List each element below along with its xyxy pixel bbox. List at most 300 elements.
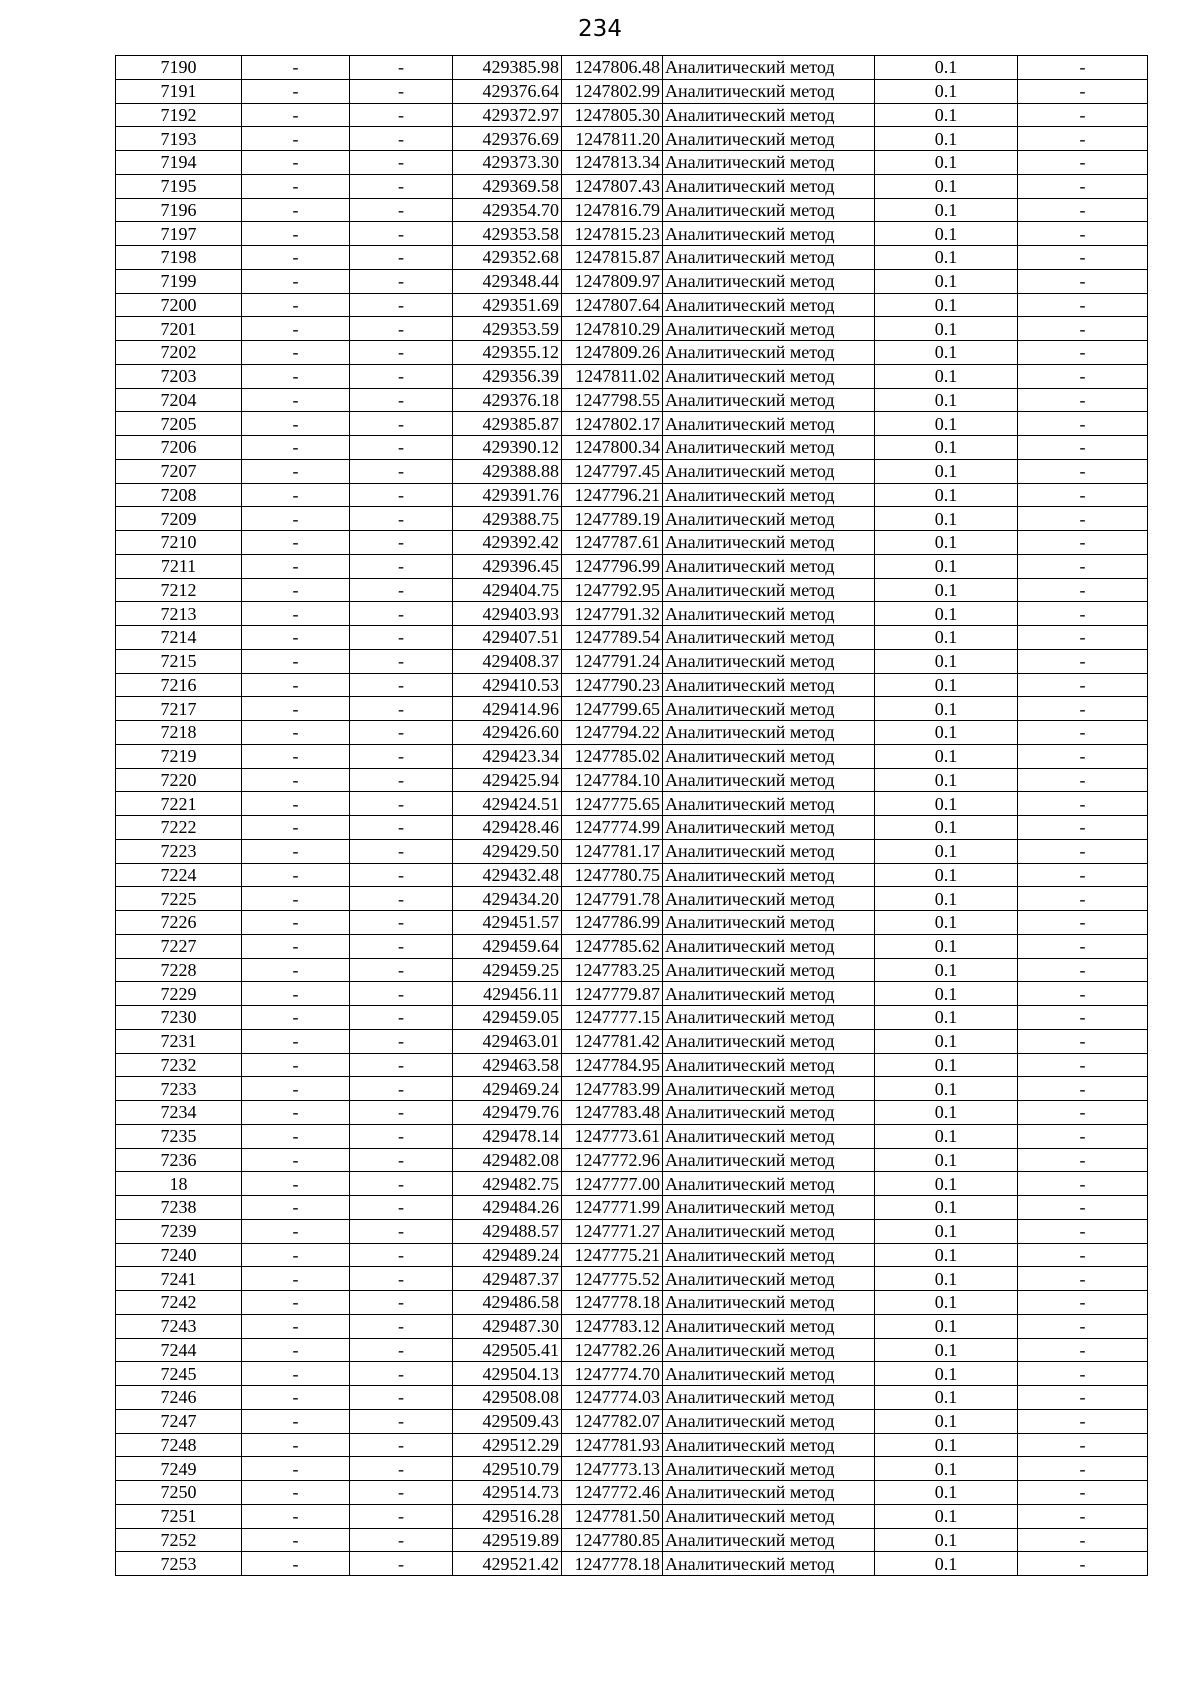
- y-coordinate-cell: 1247807.64: [562, 293, 663, 317]
- x-coordinate-cell: 429429.50: [453, 839, 562, 863]
- y-coordinate-cell: 1247781.42: [562, 1029, 663, 1053]
- empty-cell-1: -: [242, 792, 350, 816]
- point-number-cell: 7226: [116, 911, 242, 935]
- method-cell: Аналитический метод: [663, 103, 875, 127]
- accuracy-cell: 0.1: [875, 388, 1018, 412]
- point-number-cell: 7212: [116, 578, 242, 602]
- y-coordinate-cell: 1247785.62: [562, 934, 663, 958]
- y-coordinate-cell: 1247775.65: [562, 792, 663, 816]
- y-coordinate-cell: 1247774.70: [562, 1362, 663, 1386]
- point-number-cell: 7206: [116, 436, 242, 460]
- accuracy-cell: 0.1: [875, 1029, 1018, 1053]
- empty-cell-1: -: [242, 174, 350, 198]
- method-cell: Аналитический метод: [663, 1433, 875, 1457]
- table-row: [116, 174, 1148, 198]
- empty-cell-1: -: [242, 1433, 350, 1457]
- x-coordinate-cell: 429512.29: [453, 1433, 562, 1457]
- x-coordinate-cell: 429424.51: [453, 792, 562, 816]
- table-row: [116, 269, 1148, 293]
- accuracy-cell: 0.1: [875, 1338, 1018, 1362]
- x-coordinate-cell: 429456.11: [453, 982, 562, 1006]
- empty-cell-3: -: [1018, 1124, 1148, 1148]
- accuracy-cell: 0.1: [875, 1172, 1018, 1196]
- table-row: [116, 317, 1148, 341]
- x-coordinate-cell: 429426.60: [453, 721, 562, 745]
- empty-cell-2: -: [350, 412, 453, 436]
- empty-cell-2: -: [350, 1148, 453, 1172]
- accuracy-cell: 0.1: [875, 483, 1018, 507]
- y-coordinate-cell: 1247783.99: [562, 1077, 663, 1101]
- empty-cell-1: -: [242, 1338, 350, 1362]
- method-cell: Аналитический метод: [663, 1196, 875, 1220]
- point-number-cell: 7231: [116, 1029, 242, 1053]
- empty-cell-2: -: [350, 982, 453, 1006]
- y-coordinate-cell: 1247783.25: [562, 958, 663, 982]
- y-coordinate-cell: 1247800.34: [562, 436, 663, 460]
- method-cell: Аналитический метод: [663, 958, 875, 982]
- method-cell: Аналитический метод: [663, 388, 875, 412]
- empty-cell-1: -: [242, 768, 350, 792]
- accuracy-cell: 0.1: [875, 744, 1018, 768]
- empty-cell-1: -: [242, 1314, 350, 1338]
- x-coordinate-cell: 429519.89: [453, 1528, 562, 1552]
- empty-cell-2: -: [350, 79, 453, 103]
- empty-cell-1: -: [242, 1291, 350, 1315]
- empty-cell-2: -: [350, 1362, 453, 1386]
- y-coordinate-cell: 1247791.32: [562, 602, 663, 626]
- table-row: [116, 364, 1148, 388]
- x-coordinate-cell: 429396.45: [453, 554, 562, 578]
- accuracy-cell: 0.1: [875, 792, 1018, 816]
- empty-cell-3: -: [1018, 174, 1148, 198]
- method-cell: Аналитический метод: [663, 317, 875, 341]
- method-cell: Аналитический метод: [663, 198, 875, 222]
- x-coordinate-cell: 429434.20: [453, 887, 562, 911]
- accuracy-cell: 0.1: [875, 578, 1018, 602]
- empty-cell-1: -: [242, 222, 350, 246]
- empty-cell-3: -: [1018, 744, 1148, 768]
- empty-cell-2: -: [350, 436, 453, 460]
- point-number-cell: 7229: [116, 982, 242, 1006]
- empty-cell-3: -: [1018, 317, 1148, 341]
- y-coordinate-cell: 1247780.75: [562, 863, 663, 887]
- method-cell: Аналитический метод: [663, 768, 875, 792]
- point-number-cell: 7200: [116, 293, 242, 317]
- empty-cell-3: -: [1018, 341, 1148, 365]
- y-coordinate-cell: 1247815.23: [562, 222, 663, 246]
- accuracy-cell: 0.1: [875, 697, 1018, 721]
- point-number-cell: 7242: [116, 1291, 242, 1315]
- method-cell: Аналитический метод: [663, 269, 875, 293]
- empty-cell-2: -: [350, 1314, 453, 1338]
- accuracy-cell: 0.1: [875, 839, 1018, 863]
- point-number-cell: 7228: [116, 958, 242, 982]
- empty-cell-1: -: [242, 459, 350, 483]
- point-number-cell: 7218: [116, 721, 242, 745]
- table-row: [116, 412, 1148, 436]
- empty-cell-1: -: [242, 1077, 350, 1101]
- point-number-cell: 7241: [116, 1267, 242, 1291]
- y-coordinate-cell: 1247782.07: [562, 1409, 663, 1433]
- empty-cell-1: -: [242, 269, 350, 293]
- empty-cell-1: -: [242, 364, 350, 388]
- method-cell: Аналитический метод: [663, 436, 875, 460]
- method-cell: Аналитический метод: [663, 79, 875, 103]
- accuracy-cell: 0.1: [875, 934, 1018, 958]
- empty-cell-3: -: [1018, 1362, 1148, 1386]
- accuracy-cell: 0.1: [875, 1433, 1018, 1457]
- accuracy-cell: 0.1: [875, 1267, 1018, 1291]
- x-coordinate-cell: 429504.13: [453, 1362, 562, 1386]
- empty-cell-3: -: [1018, 127, 1148, 151]
- empty-cell-1: -: [242, 1243, 350, 1267]
- page-number: 234: [578, 16, 622, 42]
- point-number-cell: 7232: [116, 1053, 242, 1077]
- empty-cell-2: -: [350, 649, 453, 673]
- method-cell: Аналитический метод: [663, 792, 875, 816]
- x-coordinate-cell: 429484.26: [453, 1196, 562, 1220]
- accuracy-cell: 0.1: [875, 863, 1018, 887]
- x-coordinate-cell: 429376.64: [453, 79, 562, 103]
- method-cell: Аналитический метод: [663, 412, 875, 436]
- accuracy-cell: 0.1: [875, 1528, 1018, 1552]
- method-cell: Аналитический метод: [663, 911, 875, 935]
- y-coordinate-cell: 1247787.61: [562, 531, 663, 555]
- x-coordinate-cell: 429385.98: [453, 56, 562, 80]
- y-coordinate-cell: 1247771.27: [562, 1219, 663, 1243]
- empty-cell-3: -: [1018, 1148, 1148, 1172]
- empty-cell-3: -: [1018, 1552, 1148, 1576]
- empty-cell-3: -: [1018, 1433, 1148, 1457]
- x-coordinate-cell: 429376.69: [453, 127, 562, 151]
- method-cell: Аналитический метод: [663, 1077, 875, 1101]
- point-number-cell: 7201: [116, 317, 242, 341]
- empty-cell-3: -: [1018, 483, 1148, 507]
- empty-cell-2: -: [350, 792, 453, 816]
- x-coordinate-cell: 429482.08: [453, 1148, 562, 1172]
- method-cell: Аналитический метод: [663, 483, 875, 507]
- empty-cell-1: -: [242, 839, 350, 863]
- table-row: [116, 1457, 1148, 1481]
- empty-cell-3: -: [1018, 1267, 1148, 1291]
- method-cell: Аналитический метод: [663, 1409, 875, 1433]
- x-coordinate-cell: 429463.01: [453, 1029, 562, 1053]
- empty-cell-2: -: [350, 531, 453, 555]
- empty-cell-2: -: [350, 1053, 453, 1077]
- accuracy-cell: 0.1: [875, 269, 1018, 293]
- table-row: [116, 1172, 1148, 1196]
- y-coordinate-cell: 1247807.43: [562, 174, 663, 198]
- y-coordinate-cell: 1247777.15: [562, 1006, 663, 1030]
- x-coordinate-cell: 429428.46: [453, 816, 562, 840]
- point-number-cell: 7192: [116, 103, 242, 127]
- empty-cell-3: -: [1018, 1338, 1148, 1362]
- y-coordinate-cell: 1247789.19: [562, 507, 663, 531]
- table-row: [116, 721, 1148, 745]
- x-coordinate-cell: 429352.68: [453, 246, 562, 270]
- accuracy-cell: 0.1: [875, 673, 1018, 697]
- x-coordinate-cell: 429521.42: [453, 1552, 562, 1576]
- table-row: [116, 1386, 1148, 1410]
- x-coordinate-cell: 429423.34: [453, 744, 562, 768]
- method-cell: Аналитический метод: [663, 673, 875, 697]
- y-coordinate-cell: 1247809.26: [562, 341, 663, 365]
- empty-cell-1: -: [242, 721, 350, 745]
- empty-cell-2: -: [350, 602, 453, 626]
- y-coordinate-cell: 1247781.50: [562, 1504, 663, 1528]
- empty-cell-1: -: [242, 531, 350, 555]
- empty-cell-1: -: [242, 1172, 350, 1196]
- empty-cell-3: -: [1018, 911, 1148, 935]
- method-cell: Аналитический метод: [663, 1101, 875, 1125]
- empty-cell-1: -: [242, 697, 350, 721]
- empty-cell-2: -: [350, 1457, 453, 1481]
- x-coordinate-cell: 429469.24: [453, 1077, 562, 1101]
- table-row: [116, 222, 1148, 246]
- point-number-cell: 7236: [116, 1148, 242, 1172]
- empty-cell-1: -: [242, 887, 350, 911]
- empty-cell-3: -: [1018, 792, 1148, 816]
- method-cell: Аналитический метод: [663, 554, 875, 578]
- point-number-cell: 7191: [116, 79, 242, 103]
- empty-cell-1: -: [242, 341, 350, 365]
- method-cell: Аналитический метод: [663, 721, 875, 745]
- method-cell: Аналитический метод: [663, 982, 875, 1006]
- point-number-cell: 7251: [116, 1504, 242, 1528]
- x-coordinate-cell: 429508.08: [453, 1386, 562, 1410]
- empty-cell-3: -: [1018, 1101, 1148, 1125]
- method-cell: Аналитический метод: [663, 1314, 875, 1338]
- empty-cell-1: -: [242, 958, 350, 982]
- x-coordinate-cell: 429353.59: [453, 317, 562, 341]
- empty-cell-2: -: [350, 816, 453, 840]
- y-coordinate-cell: 1247783.48: [562, 1101, 663, 1125]
- method-cell: Аналитический метод: [663, 1148, 875, 1172]
- table-row: [116, 531, 1148, 555]
- empty-cell-3: -: [1018, 198, 1148, 222]
- accuracy-cell: 0.1: [875, 79, 1018, 103]
- empty-cell-3: -: [1018, 578, 1148, 602]
- empty-cell-1: -: [242, 1362, 350, 1386]
- y-coordinate-cell: 1247772.46: [562, 1481, 663, 1505]
- point-number-cell: 7208: [116, 483, 242, 507]
- empty-cell-3: -: [1018, 887, 1148, 911]
- empty-cell-1: -: [242, 56, 350, 80]
- method-cell: Аналитический метод: [663, 649, 875, 673]
- y-coordinate-cell: 1247791.24: [562, 649, 663, 673]
- accuracy-cell: 0.1: [875, 1504, 1018, 1528]
- point-number-cell: 7227: [116, 934, 242, 958]
- x-coordinate-cell: 429451.57: [453, 911, 562, 935]
- empty-cell-2: -: [350, 127, 453, 151]
- empty-cell-1: -: [242, 602, 350, 626]
- table-row: [116, 246, 1148, 270]
- empty-cell-3: -: [1018, 1314, 1148, 1338]
- empty-cell-1: -: [242, 1196, 350, 1220]
- empty-cell-2: -: [350, 151, 453, 175]
- y-coordinate-cell: 1247794.22: [562, 721, 663, 745]
- x-coordinate-cell: 429487.37: [453, 1267, 562, 1291]
- table-row: [116, 1552, 1148, 1576]
- empty-cell-1: -: [242, 103, 350, 127]
- table-row: [116, 293, 1148, 317]
- point-number-cell: 7195: [116, 174, 242, 198]
- y-coordinate-cell: 1247778.18: [562, 1291, 663, 1315]
- method-cell: Аналитический метод: [663, 1457, 875, 1481]
- y-coordinate-cell: 1247772.96: [562, 1148, 663, 1172]
- empty-cell-3: -: [1018, 958, 1148, 982]
- point-number-cell: 7249: [116, 1457, 242, 1481]
- empty-cell-3: -: [1018, 1172, 1148, 1196]
- table-row: [116, 1338, 1148, 1362]
- table-row: [116, 1219, 1148, 1243]
- accuracy-cell: 0.1: [875, 721, 1018, 745]
- y-coordinate-cell: 1247775.21: [562, 1243, 663, 1267]
- empty-cell-2: -: [350, 1409, 453, 1433]
- method-cell: Аналитический метод: [663, 602, 875, 626]
- method-cell: Аналитический метод: [663, 174, 875, 198]
- y-coordinate-cell: 1247773.61: [562, 1124, 663, 1148]
- empty-cell-1: -: [242, 1457, 350, 1481]
- accuracy-cell: 0.1: [875, 412, 1018, 436]
- accuracy-cell: 0.1: [875, 887, 1018, 911]
- x-coordinate-cell: 429459.05: [453, 1006, 562, 1030]
- x-coordinate-cell: 429369.58: [453, 174, 562, 198]
- empty-cell-3: -: [1018, 1528, 1148, 1552]
- empty-cell-2: -: [350, 1291, 453, 1315]
- method-cell: Аналитический метод: [663, 1029, 875, 1053]
- x-coordinate-cell: 429373.30: [453, 151, 562, 175]
- accuracy-cell: 0.1: [875, 317, 1018, 341]
- method-cell: Аналитический метод: [663, 1267, 875, 1291]
- empty-cell-1: -: [242, 673, 350, 697]
- x-coordinate-cell: 429388.75: [453, 507, 562, 531]
- empty-cell-3: -: [1018, 364, 1148, 388]
- accuracy-cell: 0.1: [875, 531, 1018, 555]
- empty-cell-3: -: [1018, 863, 1148, 887]
- empty-cell-1: -: [242, 934, 350, 958]
- x-coordinate-cell: 429385.87: [453, 412, 562, 436]
- method-cell: Аналитический метод: [663, 246, 875, 270]
- x-coordinate-cell: 429392.42: [453, 531, 562, 555]
- empty-cell-3: -: [1018, 151, 1148, 175]
- empty-cell-2: -: [350, 269, 453, 293]
- point-number-cell: 7211: [116, 554, 242, 578]
- table-row: [116, 127, 1148, 151]
- empty-cell-3: -: [1018, 293, 1148, 317]
- table-row: [116, 839, 1148, 863]
- empty-cell-3: -: [1018, 459, 1148, 483]
- x-coordinate-cell: 429463.58: [453, 1053, 562, 1077]
- empty-cell-2: -: [350, 1481, 453, 1505]
- method-cell: Аналитический метод: [663, 1006, 875, 1030]
- method-cell: Аналитический метод: [663, 364, 875, 388]
- accuracy-cell: 0.1: [875, 1243, 1018, 1267]
- empty-cell-1: -: [242, 436, 350, 460]
- empty-cell-3: -: [1018, 839, 1148, 863]
- empty-cell-3: -: [1018, 1243, 1148, 1267]
- empty-cell-3: -: [1018, 934, 1148, 958]
- empty-cell-1: -: [242, 1053, 350, 1077]
- empty-cell-2: -: [350, 1243, 453, 1267]
- x-coordinate-cell: 429388.88: [453, 459, 562, 483]
- x-coordinate-cell: 429509.43: [453, 1409, 562, 1433]
- method-cell: Аналитический метод: [663, 887, 875, 911]
- table-row: [116, 1362, 1148, 1386]
- empty-cell-3: -: [1018, 1053, 1148, 1077]
- empty-cell-3: -: [1018, 697, 1148, 721]
- y-coordinate-cell: 1247802.99: [562, 79, 663, 103]
- method-cell: Аналитический метод: [663, 934, 875, 958]
- y-coordinate-cell: 1247797.45: [562, 459, 663, 483]
- empty-cell-2: -: [350, 934, 453, 958]
- empty-cell-3: -: [1018, 602, 1148, 626]
- x-coordinate-cell: 429351.69: [453, 293, 562, 317]
- empty-cell-1: -: [242, 151, 350, 175]
- method-cell: Аналитический метод: [663, 697, 875, 721]
- empty-cell-1: -: [242, 1386, 350, 1410]
- accuracy-cell: 0.1: [875, 436, 1018, 460]
- empty-cell-2: -: [350, 341, 453, 365]
- accuracy-cell: 0.1: [875, 982, 1018, 1006]
- method-cell: Аналитический метод: [663, 1291, 875, 1315]
- y-coordinate-cell: 1247816.79: [562, 198, 663, 222]
- point-number-cell: 7217: [116, 697, 242, 721]
- accuracy-cell: 0.1: [875, 56, 1018, 80]
- point-number-cell: 7215: [116, 649, 242, 673]
- empty-cell-3: -: [1018, 79, 1148, 103]
- table-row: [116, 1243, 1148, 1267]
- table-row: [116, 554, 1148, 578]
- y-coordinate-cell: 1247784.95: [562, 1053, 663, 1077]
- empty-cell-2: -: [350, 768, 453, 792]
- method-cell: Аналитический метод: [663, 1053, 875, 1077]
- accuracy-cell: 0.1: [875, 1077, 1018, 1101]
- empty-cell-1: -: [242, 911, 350, 935]
- method-cell: Аналитический метод: [663, 1362, 875, 1386]
- point-number-cell: 7203: [116, 364, 242, 388]
- accuracy-cell: 0.1: [875, 293, 1018, 317]
- x-coordinate-cell: 429459.64: [453, 934, 562, 958]
- x-coordinate-cell: 429391.76: [453, 483, 562, 507]
- empty-cell-2: -: [350, 1504, 453, 1528]
- y-coordinate-cell: 1247785.02: [562, 744, 663, 768]
- method-cell: Аналитический метод: [663, 839, 875, 863]
- coordinates-table: [115, 55, 1148, 1576]
- y-coordinate-cell: 1247792.95: [562, 578, 663, 602]
- empty-cell-3: -: [1018, 1386, 1148, 1410]
- empty-cell-2: -: [350, 293, 453, 317]
- empty-cell-1: -: [242, 649, 350, 673]
- empty-cell-2: -: [350, 317, 453, 341]
- point-number-cell: 7221: [116, 792, 242, 816]
- y-coordinate-cell: 1247799.65: [562, 697, 663, 721]
- table-row: [116, 958, 1148, 982]
- accuracy-cell: 0.1: [875, 1291, 1018, 1315]
- y-coordinate-cell: 1247775.52: [562, 1267, 663, 1291]
- table-row: [116, 507, 1148, 531]
- point-number-cell: 7209: [116, 507, 242, 531]
- x-coordinate-cell: 429432.48: [453, 863, 562, 887]
- method-cell: Аналитический метод: [663, 578, 875, 602]
- empty-cell-2: -: [350, 1124, 453, 1148]
- empty-cell-1: -: [242, 1148, 350, 1172]
- empty-cell-3: -: [1018, 269, 1148, 293]
- point-number-cell: 7204: [116, 388, 242, 412]
- accuracy-cell: 0.1: [875, 198, 1018, 222]
- accuracy-cell: 0.1: [875, 1386, 1018, 1410]
- table-row: [116, 1481, 1148, 1505]
